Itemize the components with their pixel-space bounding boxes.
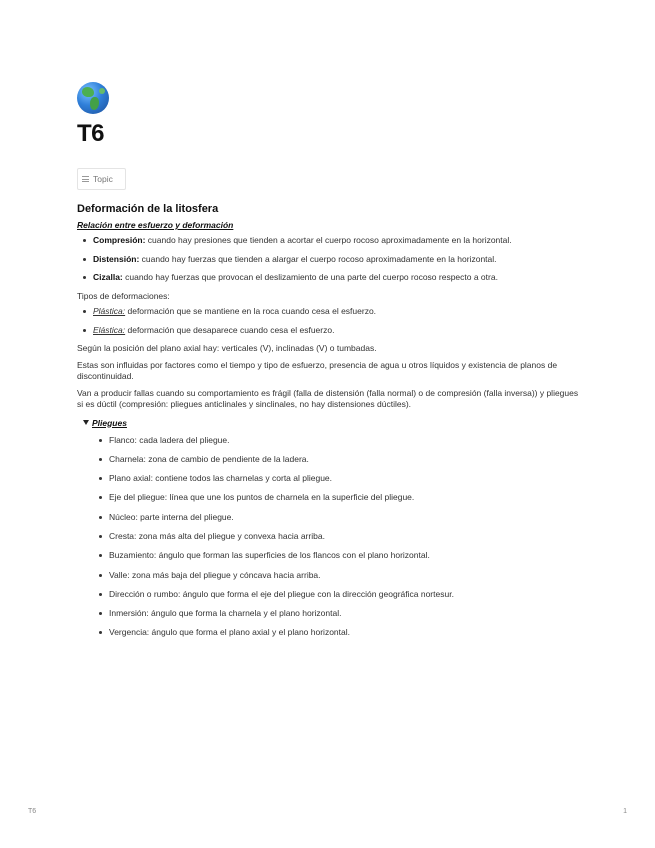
- globe-icon: [77, 82, 109, 114]
- page-content: [77, 82, 582, 647]
- item-term: Distensión:: [93, 253, 140, 264]
- list-item: [77, 306, 582, 318]
- item-term: Cizalla:: [93, 272, 123, 282]
- item-term: Elástica:: [93, 324, 126, 335]
- list-item: Eje del pliegue: línea que une los puntos de charnela en la superficie del pliegue.: [93, 492, 582, 504]
- toggle-label: Pliegues: [92, 417, 127, 428]
- tipos-list: [77, 306, 582, 336]
- topic-property[interactable]: [77, 168, 126, 190]
- list-item: Núcleo: parte interna del pliegue.: [93, 512, 582, 524]
- footer-title: T6: [28, 808, 37, 815]
- list-item: [77, 235, 582, 247]
- list-item: Vergencia: ángulo que forma el plano axial y el plano horizontal.: [93, 627, 582, 639]
- tipos-label: Tipos de deformaciones:: [77, 290, 170, 301]
- list-item: Charnela: zona de cambio de pendiente de la ladera.: [93, 454, 582, 466]
- list-item: [77, 325, 582, 337]
- section-heading: Deformación de la litosfera: [77, 203, 219, 215]
- stress-list: [77, 235, 582, 284]
- list-item: Valle: zona más baja del pliegue y cóncava hacia arriba.: [93, 570, 582, 582]
- list-item: Plano axial: contiene todos las charnelas y corta al pliegue.: [93, 473, 582, 485]
- paragraph-factores: Estas son influidas por factores como el tiempo y tipo de esfuerzo, presencia de agua u otros líquidos y existencia de planos de discontinuidad.: [77, 359, 558, 381]
- list-item: Cresta: zona más alta del pliegue y convexa hacia arriba.: [93, 531, 582, 543]
- item-term: Compresión:: [93, 235, 146, 245]
- item-text: deformación que desaparece cuando cesa el esfuerzo.: [125, 324, 335, 335]
- paragraph-plano-axial: Según la posición del plano axial hay: verticales (V), inclinadas (V) o tumbadas.: [77, 343, 377, 353]
- item-term: Plástica:: [93, 306, 126, 316]
- pliegues-toggle[interactable]: [77, 417, 582, 429]
- item-text: deformación que se mantiene en la roca cuando cesa el esfuerzo.: [125, 306, 377, 316]
- list-item: Dirección o rumbo: ángulo que forma el eje del pliegue con la dirección geográfica nortesur.: [93, 589, 582, 601]
- page-title: T6: [77, 120, 105, 147]
- list-item: Inmersión: ángulo que forma la charnela y el plano horizontal.: [93, 608, 582, 620]
- item-text: cuando hay presiones que tienden a acortar el cuerpo rocoso aproximadamente en la horizontal.: [145, 235, 512, 245]
- section-subheading: Relación entre esfuerzo y deformación: [77, 220, 234, 230]
- topic-label: Topic: [93, 174, 113, 184]
- item-text: cuando hay fuerzas que tienden a alargar el cuerpo rocoso aproximadamente en la horizontal.: [139, 253, 497, 264]
- list-icon: [82, 176, 89, 182]
- item-text: cuando hay fuerzas que provocan el deslizamiento de una parte del cuerpo rocoso respecto a otra.: [122, 272, 498, 282]
- list-item: [77, 272, 582, 284]
- triangle-down-icon[interactable]: [83, 420, 89, 425]
- pliegues-list: [77, 435, 582, 639]
- list-item: [77, 254, 582, 266]
- paragraph-fallas: Van a producir fallas cuando su comportamiento es frágil (falla de distensión (falla normal) o de compresión (falla inversa)) y pliegues si es dúctil (compresión: pliegues anticlinales y sinclinales, no hay distensiones dúctiles).: [77, 387, 579, 409]
- page-number: 1: [623, 808, 627, 815]
- list-item: Flanco: cada ladera del pliegue.: [93, 435, 582, 447]
- list-item: Buzamiento: ángulo que forman las superficies de los flancos con el plano horizontal.: [93, 550, 582, 562]
